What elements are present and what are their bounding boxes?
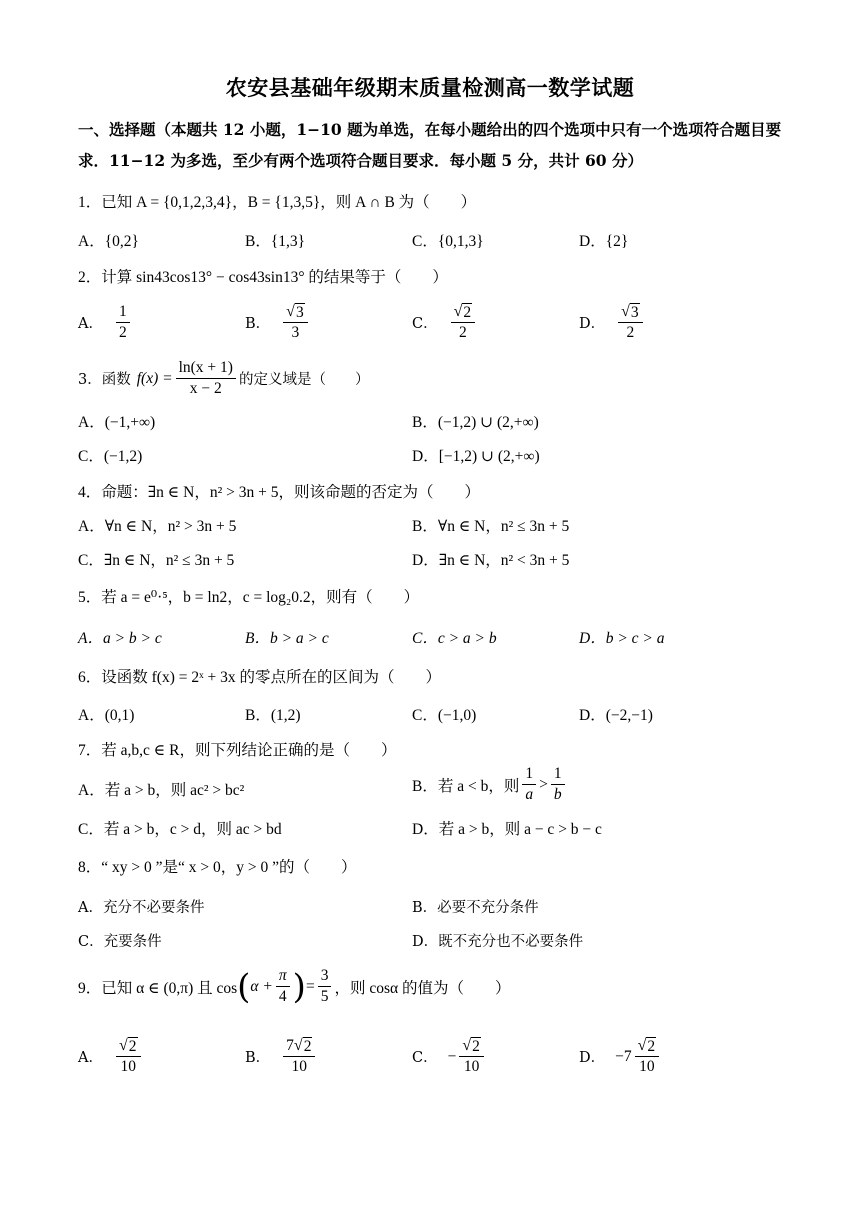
question-5-option-c: C．c > a > b (412, 630, 497, 647)
question-3-option-a: A．(−1,+∞) (78, 414, 156, 431)
fraction (283, 302, 308, 343)
question-7-option-d: D．若 a > b，则 a − c > b − c (412, 821, 602, 838)
question-7-option-a: A．若 a > b，则 ac² > bc² (78, 782, 245, 799)
question-3-option-b: B．(−1,2) ∪ (2,+∞) (412, 414, 539, 431)
numerator (283, 1036, 315, 1057)
fraction (635, 1036, 660, 1077)
fraction (618, 302, 643, 343)
numerator: π (276, 966, 290, 987)
numerator (635, 1036, 660, 1057)
question-9-option-b (245, 1036, 318, 1077)
sqrt-icon: √ (462, 1037, 472, 1054)
coefficient: 7 (286, 1037, 294, 1054)
question-4-option-d: D．∃n ∈ N，n² < 3n + 5 (412, 552, 570, 569)
option-label: B． (245, 1050, 271, 1066)
fraction (522, 764, 536, 805)
fraction (551, 764, 565, 805)
fraction (451, 302, 476, 343)
numerator (618, 302, 643, 323)
numerator: 1 (551, 764, 565, 785)
stem-text: ，则 cosα 的值为（ ） (334, 979, 511, 997)
stem-text: 3．函数 (78, 372, 131, 388)
sign: − (447, 1047, 457, 1065)
fraction (176, 358, 236, 399)
radicand: 2 (463, 304, 472, 321)
denominator: a (525, 786, 534, 803)
question-2-stem: 2．计算 sin43cos13° − cos43sin13° 的结果等于（ ） (78, 269, 448, 286)
denominator: 10 (120, 1058, 136, 1075)
sqrt-icon: √ (637, 1037, 647, 1054)
question-8-option-c: C．充要条件 (78, 934, 162, 950)
question-2-option-a (78, 302, 133, 343)
fraction (318, 966, 332, 1007)
fraction (459, 1036, 484, 1077)
stem-text: α + (250, 977, 273, 995)
denominator: 10 (463, 1058, 480, 1075)
question-6-option-b: B．(1,2) (245, 707, 301, 724)
option-label: A． (78, 316, 103, 332)
sqrt-icon: √ (118, 1037, 128, 1054)
denominator: 2 (118, 324, 127, 341)
option-text: B．若 a < b，则 (412, 777, 520, 795)
question-5-option-a: A．a > b > c (78, 630, 162, 647)
question-4-stem: 4．命题：∃n ∈ N，n² > 3n + 5，则该命题的否定为（ ） (78, 484, 480, 501)
question-6-option-d: D．(−2,−1) (579, 707, 653, 724)
numerator (116, 1036, 141, 1057)
operator: = (305, 977, 315, 995)
radicand: 2 (647, 1038, 656, 1055)
question-1-stem: 1．已知 A = {0,1,2,3,4}，B = {1,3,5}，则 A ∩ B 为（ ） (78, 194, 477, 211)
question-7-option-b (412, 764, 568, 805)
option-label: B． (245, 316, 271, 332)
question-9-option-d (579, 1036, 662, 1077)
denominator: b (553, 786, 562, 803)
question-9-option-a (78, 1036, 144, 1077)
numerator: ln(x + 1) (176, 358, 236, 379)
numerator: 1 (522, 764, 536, 785)
fraction (116, 1036, 141, 1077)
function-name: f(x) = (136, 369, 173, 387)
radicand: 2 (128, 1038, 137, 1055)
radicand: 2 (303, 1038, 312, 1055)
section-heading: 一、选择题（本题共 12 小题，1−10 题为单选，在每小题给出的四个选项中只有一个选项符合题目要求．11−12 为多选，至少有两个选项符合题目要求．每小题 5 分，共计 60 分） (78, 120, 782, 170)
question-4-option-a: A．∀n ∈ N，n² > 3n + 5 (78, 518, 237, 535)
sqrt-icon: √ (621, 303, 630, 320)
denominator: 3 (291, 324, 300, 341)
page-title: 农安县基础年级期末质量检测高一数学试题 (225, 75, 635, 100)
denominator: 2 (459, 324, 467, 341)
sqrt-icon: √ (453, 303, 463, 320)
question-8-option-d: D．既不充分也不必要条件 (412, 934, 584, 950)
question-6-option-c: C．(−1,0) (412, 707, 477, 724)
denominator: 4 (278, 988, 287, 1005)
option-label: D． (579, 1050, 606, 1066)
question-6-stem: 6．设函数 f(x) = 2ˣ + 3x 的零点所在的区间为（ ） (78, 669, 441, 686)
question-3-option-c: C．(−1,2) (78, 448, 143, 465)
option-label: D． (579, 316, 606, 332)
option-label: C． (412, 316, 438, 332)
numerator (283, 302, 308, 323)
numerator (451, 302, 476, 323)
question-1-option-d: D．{2} (579, 233, 629, 250)
question-8-stem: 8．“ xy > 0 ”是“ x > 0，y > 0 ”的（ ） (78, 859, 357, 876)
question-2-option-b (245, 302, 311, 343)
question-9-stem (78, 966, 510, 1007)
question-1-option-c: C．{0,1,3} (412, 233, 484, 250)
question-4-option-c: C．∃n ∈ N，n² ≤ 3n + 5 (78, 552, 235, 569)
question-8-option-a: A．充分不必要条件 (78, 900, 205, 916)
denominator: 10 (291, 1058, 308, 1075)
question-1-option-a: A．{0,2} (78, 233, 139, 250)
stem-text: 9．已知 α ∈ (0,π) 且 cos (78, 979, 238, 997)
fraction (283, 1036, 315, 1077)
denominator: 5 (320, 988, 329, 1005)
question-4-option-b: B．∀n ∈ N，n² ≤ 3n + 5 (412, 518, 570, 535)
question-3-option-d: D．[−1,2) ∪ (2,+∞) (412, 448, 540, 465)
stem-text: 的定义域是（ ） (238, 372, 370, 388)
question-2-option-d (579, 302, 646, 343)
question-7-stem: 7．若 a,b,c ∈ R，则下列结论正确的是（ ） (78, 742, 397, 759)
option-label: C． (412, 1050, 438, 1066)
denominator: 10 (639, 1058, 655, 1075)
radicand: 3 (630, 304, 639, 321)
numerator: 3 (318, 966, 332, 987)
operator: > (539, 775, 548, 793)
question-3-stem (78, 358, 369, 399)
sqrt-icon: √ (293, 1037, 303, 1054)
sign: −7 (615, 1047, 632, 1065)
sqrt-icon: √ (286, 303, 295, 320)
option-label: A． (78, 1050, 103, 1066)
fraction (116, 302, 130, 343)
question-2-option-c (412, 302, 478, 343)
radicand: 3 (295, 304, 304, 321)
question-5-stem: 5．若 a = e⁰·⁵，b = ln2，c = log₂0.2，则有（ ） (78, 589, 420, 606)
question-1-option-b: B．{1,3} (245, 233, 306, 250)
numerator (459, 1036, 484, 1057)
question-5-option-b: B．b > a > c (245, 630, 329, 647)
left-paren: ( (237, 966, 251, 1007)
numerator: 1 (116, 302, 130, 323)
question-7-option-c: C．若 a > b，c > d，则 ac > bd (78, 821, 282, 838)
denominator: x − 2 (189, 380, 222, 397)
fraction (276, 966, 290, 1007)
question-5-option-d: D．b > c > a (579, 630, 665, 647)
question-6-option-a: A．(0,1) (78, 707, 135, 724)
question-8-option-b: B．必要不充分条件 (412, 900, 539, 916)
radicand: 2 (472, 1038, 480, 1055)
right-paren: ) (292, 966, 306, 1007)
question-9-option-c (412, 1036, 487, 1077)
denominator: 2 (626, 324, 635, 341)
